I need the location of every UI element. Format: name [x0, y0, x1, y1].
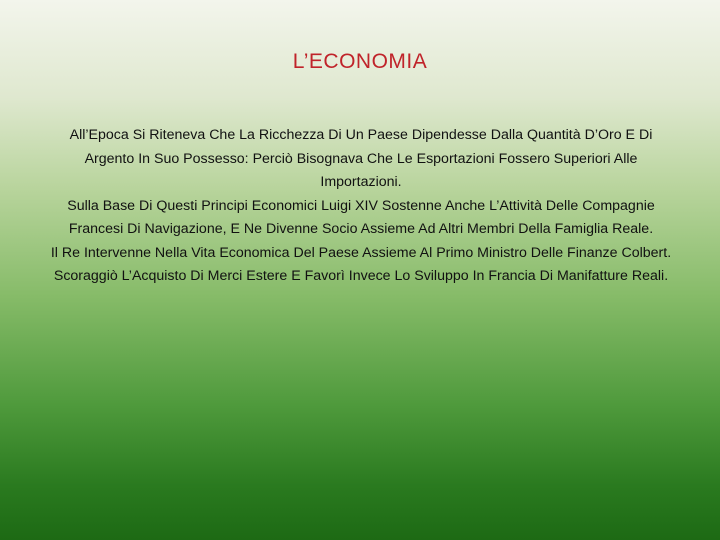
- slide-body: [46, 124, 676, 289]
- paragraph: Il Re Intervenne Nella Vita Economica Del Paese Assieme Al Primo Ministro Delle Finanze Colbert.: [50, 244, 672, 261]
- paragraph: Scoraggiò L’Acquisto Di Merci Estere E Favorì Invece Lo Sviluppo In Francia Di Manifatture Reali.: [53, 268, 669, 284]
- paragraph: All’Epoca Si Riteneva Che La Ricchezza Di Un Paese Dipendesse Dalla Quantità D’Oro E Di Argento In Suo Possesso: Perciò Bisognava Che Le Esportazioni Fossero Superiori Alle Importazioni.: [69, 127, 653, 190]
- slide-title: L’ECONOMIA: [292, 50, 428, 73]
- paragraph: Sulla Base Di Questi Principi Economici Luigi XIV Sostenne Anche L’Attività Delle Compagnie Francesi Di Navigazione, E Ne Divenne Socio Assieme Ad Altri Membri Della Famiglia Reale.: [67, 197, 655, 237]
